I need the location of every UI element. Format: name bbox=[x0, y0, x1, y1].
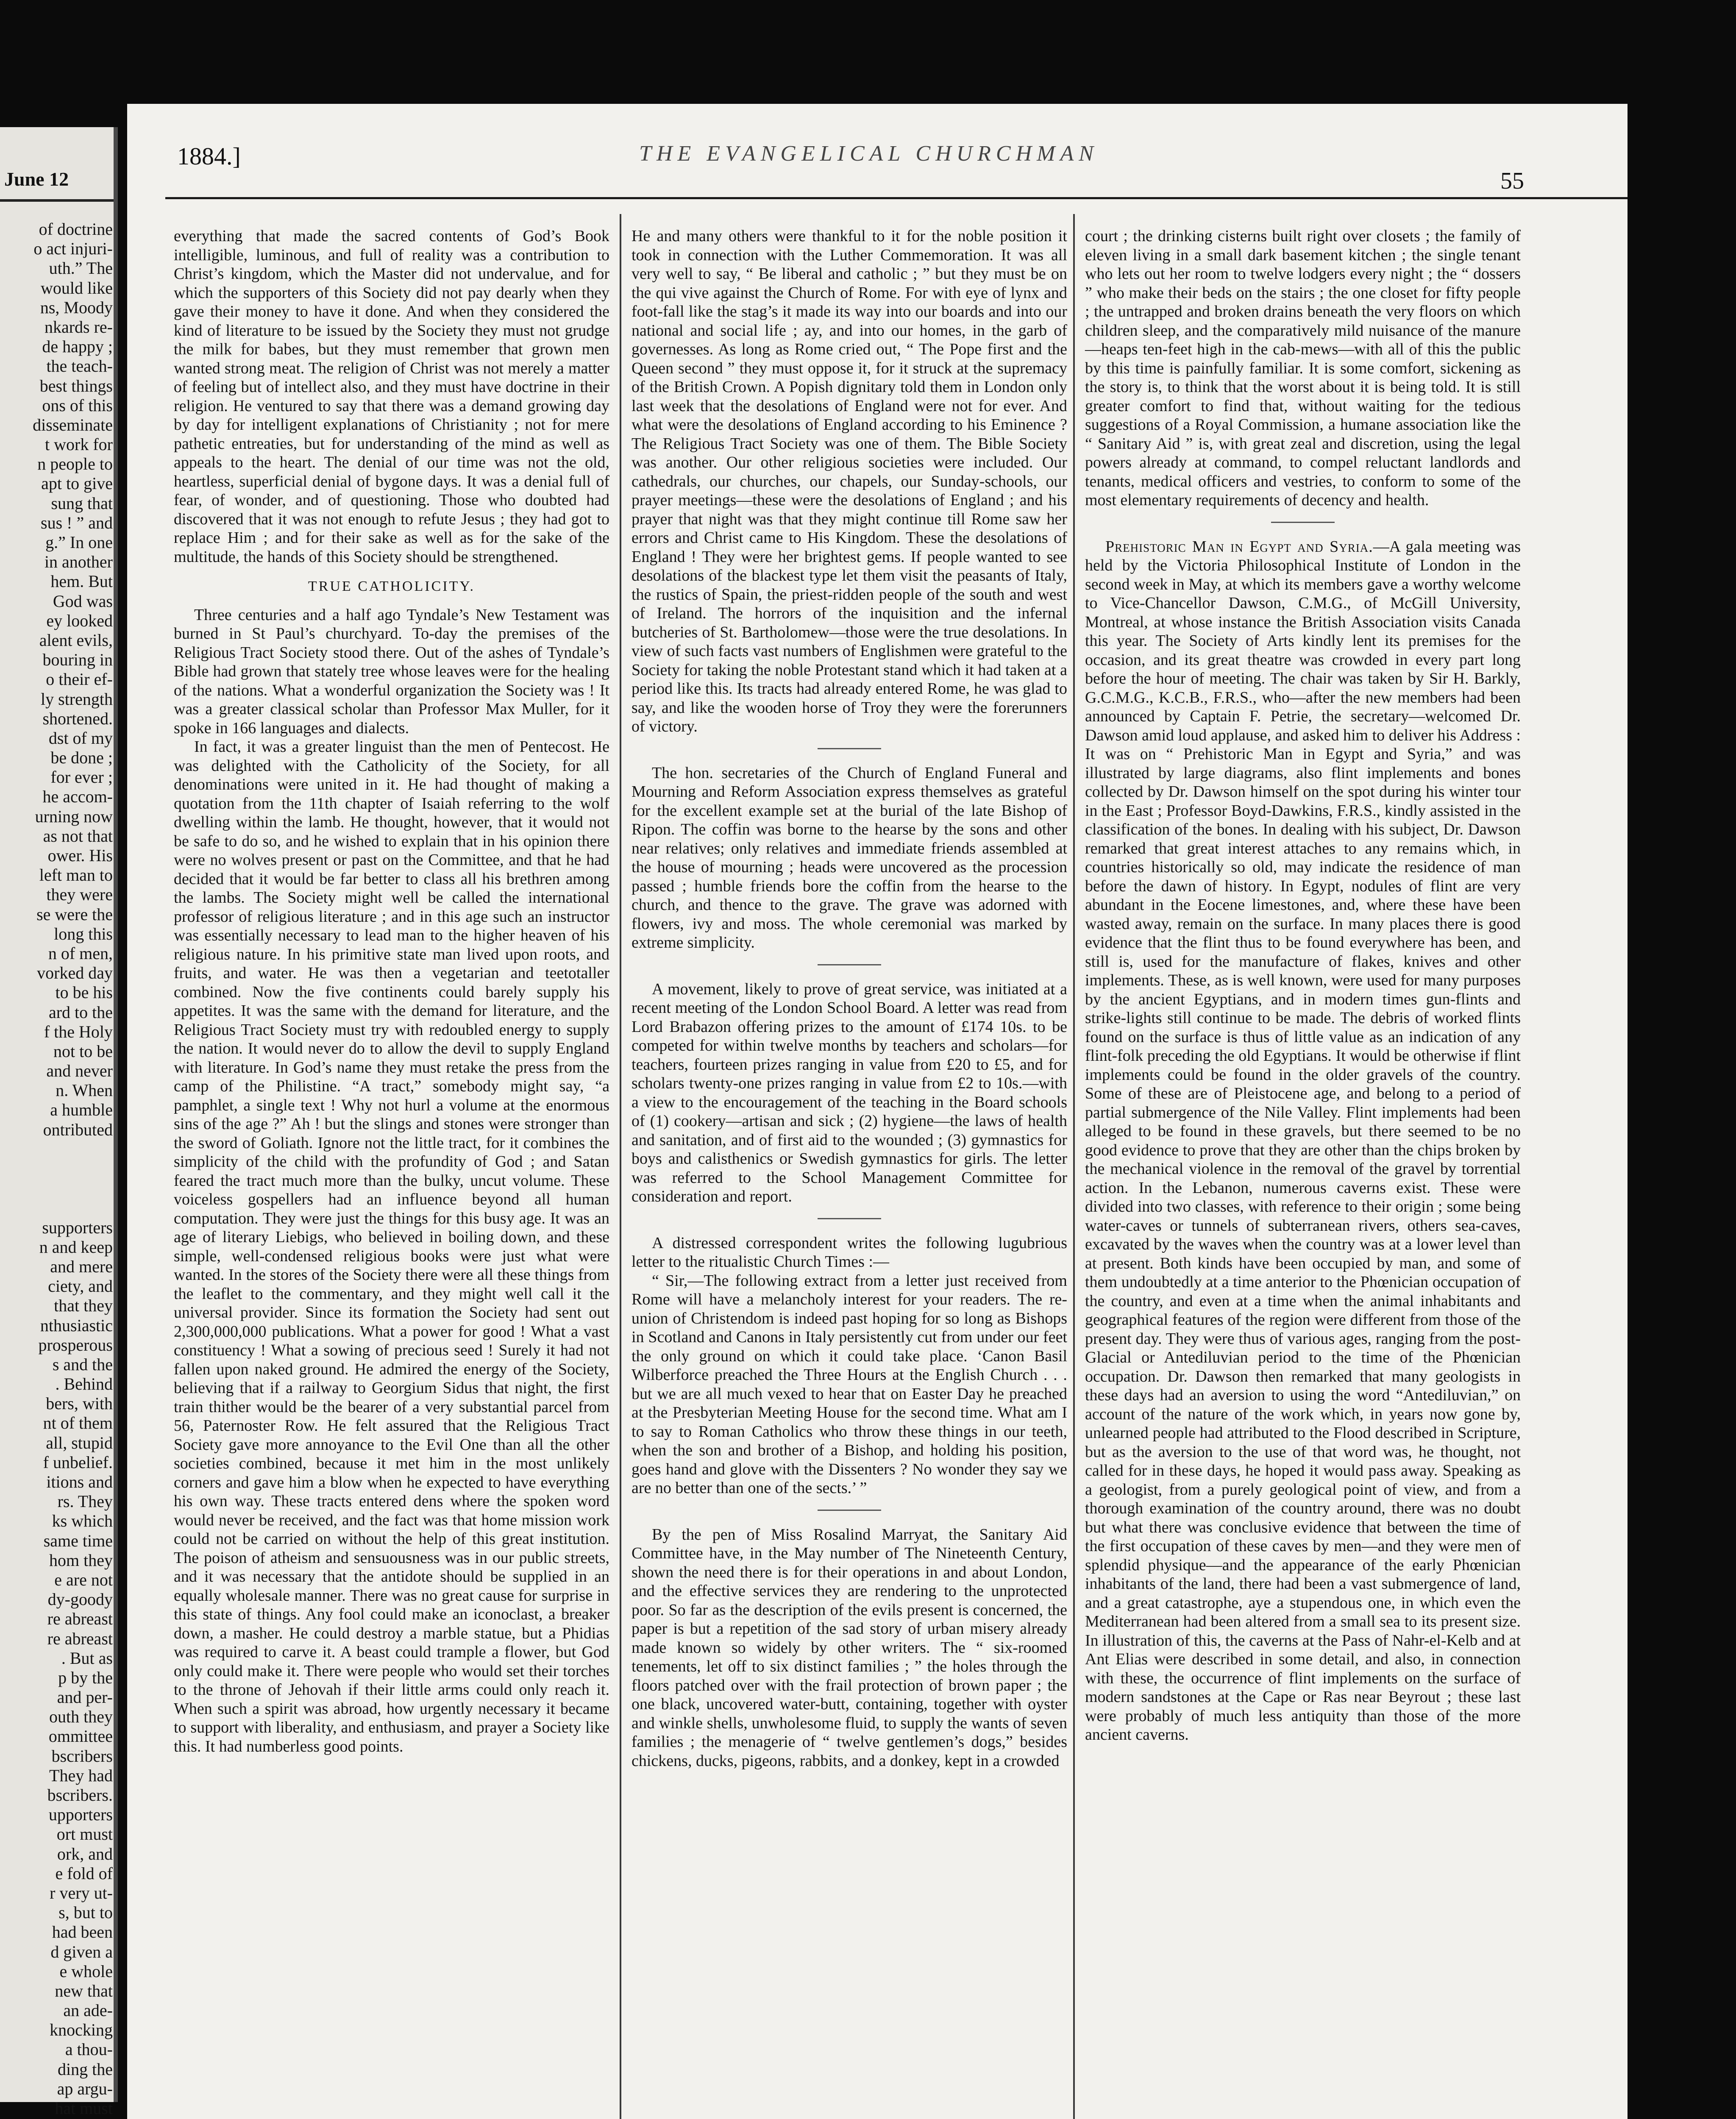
previous-page-line: nt of them bbox=[43, 1413, 113, 1433]
previous-page-line: urning now bbox=[35, 806, 113, 826]
previous-page-line: God was bbox=[53, 591, 113, 611]
column-rule bbox=[1073, 214, 1075, 2119]
quoted-letter: “ Sir,—The following extract from a letter just received from Rome will have a melancholy interest for your readers. The re-union of Christendom is indeed past hoping for so long as Bishops in Scotland and Canons in Italy persistently cut from under our feet the only ground on which it could take place. ‘Canon Basil Wilberforce preached the Three Hours at the English Church . . . but we are all much vexed to hear that on Easter Day he preached at the Presbyterian Meeting House for the second time. What am I to say to Roman Catholics who throw these things in our teeth, when the son and brother of a Bishop, and holding his position, goes hand and glove with the Dissenters ? No wonder they say we are no better than one of the sects.’ ” bbox=[632, 1271, 1067, 1497]
previous-page-line: p by the bbox=[58, 1668, 113, 1687]
article-paragraph: He and many others were thankful to it for the noble position it took in connection with the Luther Commemoration. It was all very well to say, “ Be liberal and catholic ; ” but they must be on the qui vive against the Church of Rome. For with eye of lynx and foot-fall like the stag’s it made its way into our boards and into our national and social life ; ay, and into our homes, in the garb of governesses. As long as Rome cried out, “ The Pope first and the Queen second ” they must oppose it, for it struck at the supremacy of the British Crown. A Popish dignitary told them in London only last week that the desolations of England were not for ever. And what were the desolations of England according to his Eminence ? The Religious Tract Society was one of them. The Bible Society was another. Our other religious societies were included. Our cathedrals, our churches, our chapels, our Sunday-schools, our prayer meetings—these were the desolations of England ; and his prayer that night was that they might continue till Rome saw her errors and Christ came to His Kingdom. These the desolations of England ! They were her brightest gems. If people wanted to see desolations of the blackest type let them visit the peasants of Italy, the rustics of Spain, the priest-ridden people of the south and west of Ireland. The horrors of the inquisition and the infernal butcheries of St. Bartholomew—those were the true desolations. In view of such facts vast numbers of Englishmen were grateful to the Society for taking the noble Protestant stand which it had taken at a period like this. Its tracts had already entered Rome, he was glad to say, and like the wooden horse of Troy they were the forerunners of victory. bbox=[632, 227, 1067, 735]
previous-page-line: alent evils, bbox=[39, 630, 113, 650]
previous-page-line: apt to give bbox=[41, 474, 113, 493]
previous-page-line: nthusiastic bbox=[40, 1315, 113, 1335]
previous-page-line: re abreast bbox=[47, 1629, 113, 1648]
previous-page-line: f unbelief. bbox=[43, 1452, 113, 1472]
previous-page-line: prosperous bbox=[38, 1335, 113, 1354]
column-rule bbox=[620, 214, 621, 2119]
previous-page-line: re abreast bbox=[47, 1609, 113, 1629]
previous-page-line: bscribers bbox=[51, 1746, 113, 1766]
article-paragraph: everything that made the sacred contents of God’s Book intelligible, luminous, and full of reality was a contribution to Christ’s kingdom, which the Master did not undervalue, and for which the supporters of this Society did not pay dearly when they gave their money to have it done. And when they considered the kind of literature to be issued by the Society they must not grudge the milk for babes, but they must remember that grown men wanted strong meat. The religion of Christ was not merely a matter of feeling but of intellect also, and they must have doctrine in their religion. He ventured to say that there was a demand growing day by day for intelligent explanations of Christianity ; not for mere pathetic entreaties, but for understanding of the mind as well as appeals to the heart. The denial of our time was not the old, heartless, superficial denial of bygone days. It was a denial full of fear, of wonder, and of questioning. Those who doubted had discovered that it was not enough to refute Jesus ; they had got to replace Him ; and for their sake as well as for the sake of the multitude, the hands of this Society should be strengthened. bbox=[174, 227, 609, 566]
previous-page-rule bbox=[0, 199, 114, 202]
previous-page-line: hat must bbox=[55, 2099, 113, 2118]
previous-page-line: they were bbox=[46, 885, 113, 904]
previous-page-line: ork, and bbox=[57, 1844, 113, 1863]
previous-page-line: ommittee bbox=[48, 1727, 113, 1746]
news-item: A movement, likely to prove of great service, was initiated at a recent meeting of the London School Board. A letter was read from Lord Brabazon offering prizes to the amount of £174 10s. to be competed for within twelve months by teachers and scholars—for teachers, fourteen prizes ranging in value from £20 to £5, and for scholars twenty-one prizes ranging in value from £2 to 10s.—with a view to the encouragement of the teaching in the Board schools of (1) cookery—artisan and sick ; (2) hygiene—the laws of health and sanitation, and of first aid to the wounded ; (3) gymnastics for boys and calisthenics or Swedish gymnastics for girls. The letter was referred to the School Management Committee for consideration and report. bbox=[632, 980, 1067, 1205]
column-two bbox=[632, 227, 1067, 1770]
previous-page-line: ard to the bbox=[48, 1002, 113, 1022]
previous-page-line: . Behind bbox=[55, 1374, 113, 1394]
issue-date: 1884.] bbox=[177, 142, 241, 170]
page-number: 55 bbox=[1500, 168, 1524, 194]
previous-page-line: sus ! ” and bbox=[41, 513, 113, 532]
previous-page-line: ons of this bbox=[42, 395, 113, 415]
previous-page-line: bouring in bbox=[42, 650, 113, 670]
previous-page-line: s, but to bbox=[58, 1903, 113, 1922]
previous-page-line: ly strength bbox=[41, 689, 113, 709]
previous-page-line: o their ef- bbox=[46, 670, 113, 689]
news-item bbox=[1085, 537, 1521, 1744]
previous-page-line: to be his bbox=[55, 983, 113, 1002]
separator-rule bbox=[818, 964, 881, 965]
previous-page-line: ding the bbox=[58, 2059, 113, 2079]
previous-page-line: the teach- bbox=[46, 356, 113, 376]
previous-page-line: d given a bbox=[50, 1942, 113, 1961]
header-rule bbox=[165, 197, 1628, 199]
article-paragraph: Three centuries and a half ago Tyndale’s New Testament was burned in St Paul’s churchyard. To-day the premises of the Religious Tract Society stood there. Out of the ashes of Tyndale’s Bible had grown that stately tree whose leaves were for the healing of the nations. What a wonderful organization the Society was ! It was a greater classical scholar than Professor Max Muller, for it spoke in 166 languages and dialects. bbox=[174, 606, 609, 737]
item-body: —A gala meeting was held by the Victoria Philosophical Institute of London in the second week in May, at which its members gave a worthy welcome to Vice-Chancellor Dawson, C.M.G., of McGill University, Montreal, at whose instance the British Association visits Canada this year. The Society of Arts kindly lent its premises for the occasion, and its great theatre was crowded in every part long before the hour of meeting. The chair was taken by Sir H. Barkly, G.C.M.G., K.C.B., F.R.S., who—after the new members had been announced by Captain F. Petrie, the secretary—welcomed Dr. Dawson amid loud applause, and asked him to deliver his Address : It was on “ Prehistoric Man in Egypt and Syria,” and was illustrated by large diagrams, also flint implements and bones collected by Dr. Dawson himself on the spot during his winter tour in the East ; Professor Boyd-Dawkins, F.R.S., kindly assisted in the classification of the bones. In dealing with his subject, Dr. Dawson remarked that great interest attaches to any remains which, in countries historically so old, may indicate the residence of man before the dawn of history. In Egypt, nodules of flint are very abundant in the Eocene limestones, and, where these have been wasted away, remain on the surface. In many places there is good evidence that the flint thus to be found everywhere has been, and still is, used for the manufacture of flakes, knives and other implements. These, as is well known, were used for many purposes by the ancient Egyptians, and in modern times gun-flints and strike-lights still continue to be made. The debris of worked flints found on the surface is thus of little value as an indication of any flint-folk preceding the old Egyptians. It would be otherwise if flint implements could be found in the older gravels of the country. Some of these are of Pleistocene age, and belong to a period of partial submergence of the Nile Valley. Flint implements had been alleged to be found in these gravels, but there seemed to be no good evidence to prove that they are other than the chips broken by the mechanical violence in the removal of the gravel by torrential action. In the Lebanon, numerous caverns exist. These were divided into two classes, with reference to their origin ; some being water-caves or tunnels of subterranean rivers, others sea-caves, excavated by the waves when the country was at a lower level than at present. Both kinds have been occupied by man, and some of them undoubtedly at a time anterior to the Phœnician occupation of the country, and even at a time when the animal inhabitants and geographical features of the region were different from those of the present day. They were thus of various ages, ranging from the post-Glacial or Antediluvian period to the time of the Phœnician occupation. Dr. Dawson then remarked that many geologists in these days had an aversion to using the word “Antediluvian,” on account of the nature of the work which, in years now gone by, unlearned people had attributed to the Flood described in Scripture, but as the aversion to the use of that word was, he thought, not called for in these days, he hoped it would pass away. Speaking as a geologist, from a purely geological point of view, and from a thorough examination of the country around, there was no doubt but what there was conclusive evidence that between the time of the first occupation of these caves by men—and they were men of splendid physique—and the appearance of the early Phœnician inhabitants of the land, there had been a vast submergence of land, and a great catastrophe, aye a stupendous one, in which even the Mediterranean had been altered from a small sea to its present size. In illustration of this, the caverns at the Pass of Nahr-el-Kelb and at Ant Elias were described in some detail, and also, in connection with these, the occurrence of flint implements on the surface of modern sandstones at the Cape or Ras near Beyrout ; these last were probably of much less antiquity than those of the more ancient caverns. bbox=[1085, 537, 1521, 1744]
previous-page-line: ns, Moody bbox=[40, 298, 113, 317]
previous-page-line: knocking bbox=[50, 2020, 113, 2040]
previous-page-line: rs. They bbox=[57, 1492, 113, 1511]
masthead-title: THE EVANGELICAL CHURCHMAN bbox=[639, 142, 1099, 166]
newspaper-page bbox=[127, 104, 1628, 2119]
previous-page-edge bbox=[0, 127, 118, 2118]
previous-page-line: for ever ; bbox=[50, 768, 113, 787]
previous-page-line: e whole bbox=[59, 1961, 113, 1981]
previous-page-line: e are not bbox=[54, 1570, 113, 1589]
previous-page-line: in another bbox=[44, 552, 113, 572]
previous-page-line: best things bbox=[39, 376, 113, 395]
previous-page-line bbox=[0, 1159, 113, 1179]
previous-page-line bbox=[0, 1198, 113, 1218]
previous-page-line: be done ; bbox=[50, 748, 113, 768]
article-paragraph: court ; the drinking cisterns built right over closets ; the family of eleven living in a small dark basement kitchen ; the single tenant who lets out her room to twelve lodgers every night ; the “ dossers ” who make their beds on the stairs ; the one closet for fifty people ; the untrapped and broken drains beneath the very floors on which children sleep, and the comparatively mild nuisance of the manure—heaps ten-feet high in the cab-mews—with all of this the public by this time is painfully familiar. It is some comfort, sickening as the story is, to think that the worst about it is being told. It is still greater comfort to find that, without waiting for the tedious suggestions of a Royal Commission, a humane association like the “ Sanitary Aid ” is, with great zeal and discretion, using the legal powers already at command, to compel reluctant landlords and tenants, medical officers and vestries, to conform to some of the most elementary requirements of decency and health. bbox=[1085, 227, 1521, 509]
previous-page-line: de happy ; bbox=[42, 337, 113, 356]
separator-rule bbox=[818, 1510, 881, 1511]
previous-page-line: n of men, bbox=[48, 943, 113, 963]
previous-page-line: ks which bbox=[52, 1511, 113, 1531]
previous-page-column bbox=[0, 220, 113, 2119]
previous-page-line: bscribers. bbox=[47, 1785, 113, 1805]
previous-page-line: dy-goody bbox=[47, 1590, 113, 1609]
previous-page-line: t work for bbox=[45, 435, 113, 454]
previous-page-line: ower. His bbox=[47, 846, 113, 865]
previous-page-line: not to be bbox=[53, 1041, 113, 1061]
previous-page-line: same time bbox=[43, 1531, 113, 1550]
previous-page-line: vorked day bbox=[37, 963, 113, 983]
separator-rule bbox=[818, 1218, 881, 1219]
previous-page-line bbox=[0, 1179, 113, 1198]
previous-page-line: ey looked bbox=[46, 611, 113, 630]
previous-page-line bbox=[0, 1140, 113, 1159]
previous-page-line: would like bbox=[41, 278, 113, 298]
column-three bbox=[1085, 227, 1521, 1744]
previous-page-line: e fold of bbox=[55, 1863, 113, 1883]
previous-page-line: left man to bbox=[39, 865, 113, 885]
previous-page-line: uth.” The bbox=[49, 259, 113, 278]
previous-page-line: upporters bbox=[48, 1805, 113, 1824]
previous-page-line: r very ut- bbox=[50, 1883, 113, 1902]
column-one bbox=[174, 227, 609, 1756]
previous-page-line: hom they bbox=[49, 1550, 113, 1570]
previous-page-line: ort must bbox=[56, 1824, 113, 1844]
previous-page-line: and mere bbox=[50, 1257, 113, 1276]
previous-page-line: ontributed bbox=[43, 1120, 113, 1139]
previous-page-line: n and keep bbox=[39, 1237, 113, 1257]
news-item: A distressed correspondent writes the following lugubrious letter to the ritualistic Church Times :— bbox=[632, 1234, 1067, 1271]
article-paragraph: In fact, it was a greater linguist than the men of Pentecost. He was delighted with the Catholicity of the Society, for all denominations were united in it. He had thought of making a quotation from the 11th chapter of Isaiah referring to the wolf dwelling within the lamb. He thought, however, that it would not be safe to do so, and he wished to explain that in his opinion there were no wolves present or past on the Committee, and that he had decided that it would be far better to class all his brethren among the lambs. The Society might well be called the international professor of religious literature ; and in this age such an instructor was essentially necessary to lead man to the higher heaven of his religious nature. In his primitive state man lived upon roots, and fruits, and water. He was then a vegetarian and teetotaller combined. Now the five continents could barely supply his appetites. It was the same with the demand for literature, and the Religious Tract Society must try with redoubled energy to supply the nation. It would never do to allow the devil to supply England with literature. In God’s name they must retake the press from the camp of the Philistine. “A tract,” somebody might say, “a pamphlet, a single text ! Why not hurl a volume at the enormous sins of the age ?” Ah ! but the slings and stones were stronger than the sword of Goliath. Ignore not the little tract, for it combines the simplicity of the child with the profundity of God ; and Satan feared the tract much more than the bulky, uncut volume. These voiceless gospellers had an influence beyond all human computation. They were just the things for this busy age. It was an age of literary Liebigs, who believed in boiling down, and these simple, well-condensed religious books were just what were wanted. In the stores of the Society there were all these things from the leaflet to the commentary, and they might well call it the universal provider. Since its formation the Society had sent out 2,300,000,000 publications. What a power for good ! What a vast constituency ! What a sowing of precious seed ! Surely it had not fallen upon naked ground. He admired the energy of the Society, believing that if a railway to Georgium Sidus that night, the first train thither would be the bearer of a very substantial parcel from 56, Paternoster Row. He felt assured that the Religious Tract Society gave more annoyance to the Evil One than all the other societies combined, because it met him in the most unlikely corners and gave him a blow when he expected to have everything his own way. These tracts entered dens where the spoken word would never be received, and the fact was that home mission work could not be carried on without the help of this great institution. The poison of atheism and sensuousness was in our public streets, and it was necessary that the antidote should be supplied in an equally wholesale manner. There was no great cause for surprise in this state of things. Any fool could make an iconoclast, a breaker down, a masher. He could destroy a marble statue, but a Phidias was required to carve it. A beast could trample a flower, but God only could make it. There were people who would set their torches to the throne of Jehovah if their little arms could only reach it. When such a spirit was abroad, how urgently necessary it became to support with liberality, and enthusiasm, and prayer a Society like this. It had numberless good points. bbox=[174, 738, 609, 1755]
previous-page-line: o act injuri- bbox=[33, 239, 113, 259]
previous-page-line: disseminate bbox=[33, 415, 113, 434]
previous-page-header: June 12 bbox=[4, 168, 69, 190]
previous-page-line: n people to bbox=[37, 454, 113, 474]
previous-page-line: all, stupid bbox=[46, 1433, 113, 1452]
previous-page-line: as not that bbox=[43, 826, 113, 845]
previous-page-line: sung that bbox=[51, 493, 113, 513]
previous-page-line: f the Holy bbox=[44, 1022, 113, 1041]
page-header bbox=[127, 104, 1628, 195]
previous-page-line: outh they bbox=[49, 1707, 113, 1727]
previous-page-line: ap argu- bbox=[57, 2079, 113, 2098]
previous-page-line: dst of my bbox=[48, 728, 113, 748]
previous-page-line: and never bbox=[46, 1061, 113, 1081]
section-heading: TRUE CATHOLICITY. bbox=[308, 578, 476, 594]
previous-page-line: had been bbox=[52, 1922, 113, 1942]
previous-page-line: nkards re- bbox=[44, 317, 113, 336]
previous-page-line: and per- bbox=[57, 1688, 113, 1707]
previous-page-line: supporters bbox=[42, 1218, 113, 1237]
previous-page-line: a humble bbox=[50, 1100, 113, 1120]
item-lead-heading: Prehistoric Man in Egypt and Syria. bbox=[1105, 537, 1373, 556]
previous-page-line: that they bbox=[54, 1296, 113, 1315]
previous-page-line: a thou- bbox=[65, 2040, 113, 2059]
previous-page-line: an ade- bbox=[63, 2001, 113, 2020]
previous-page-line: n. When bbox=[56, 1081, 113, 1100]
previous-page-line: . But as bbox=[61, 1648, 113, 1668]
previous-page-line: new that bbox=[55, 1981, 113, 2000]
news-item: By the pen of Miss Rosalind Marryat, the Sanitary Aid Committee have, in the May number of The Nineteenth Century, shown the need there is for their operations in and about London, and the effective services they are rendering to the unprotected poor. So far as the description of the evils present is concerned, the paper is but a repetition of the sad story of urban misery already made known so widely by other writers. The “ six-roomed tenements, let off to six distinct families ; ” the holes through the floors patched over with the frail protection of brown paper ; the one black, uncovered water-butt, containing, together with oyster and winkle shells, unwholesome fluid, to supply the wants of seven families ; the menagerie of “ twelve gentlemen’s dogs,” besides chickens, ducks, pigeons, rabbits, and a donkey, kept in a crowded bbox=[632, 1525, 1067, 1770]
previous-page-line: hem. But bbox=[50, 572, 113, 591]
previous-page-line: se were the bbox=[36, 904, 113, 924]
previous-page-line: he accom- bbox=[42, 787, 113, 806]
previous-page-line: itions and bbox=[46, 1472, 113, 1491]
previous-page-line: They had bbox=[49, 1766, 113, 1785]
previous-page-line: ciety, and bbox=[48, 1276, 113, 1296]
news-item: The hon. secretaries of the Church of England Funeral and Mourning and Reform Association express themselves as grateful for the excellent example set at the burial of the late Bishop of Ripon. The coffin was borne to the hearse by the sons and other near relatives; only relatives and immediate friends assembled at the house of mourning ; heads were uncovered as the procession passed ; humble friends bore the coffin from the hearse to the church, and thence to the grave. The grave was adorned with flowers, ivy and moss. The whole ceremonial was marked by extreme simplicity. bbox=[632, 764, 1067, 951]
previous-page-line: s and the bbox=[52, 1354, 113, 1374]
previous-page-line: bers, with bbox=[46, 1394, 113, 1413]
previous-page-line: shortened. bbox=[42, 709, 113, 728]
previous-page-line: long this bbox=[54, 924, 113, 943]
separator-rule bbox=[818, 748, 881, 749]
previous-page-line: of doctrine bbox=[39, 220, 113, 239]
separator-rule bbox=[1271, 522, 1335, 523]
previous-page-line: g.” In one bbox=[45, 533, 113, 552]
